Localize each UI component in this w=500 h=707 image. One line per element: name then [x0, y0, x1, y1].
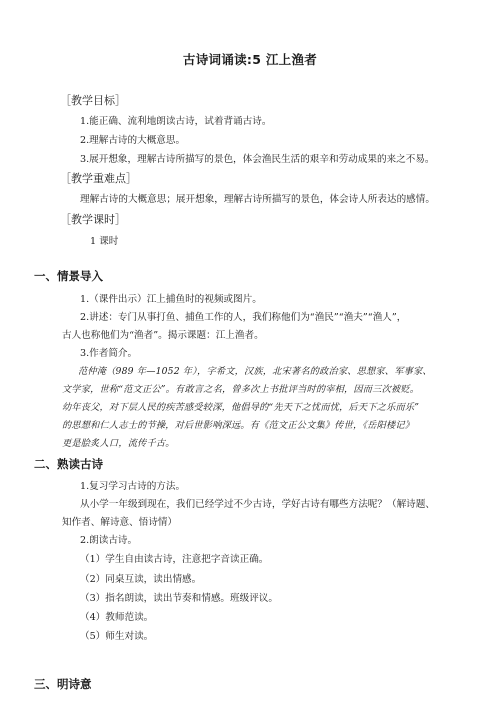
section-3-heading: 三、明诗意 [34, 677, 92, 691]
key-points-label: ［教学重难点］ [60, 172, 137, 185]
objectives-label: ［教学目标］ [60, 94, 126, 107]
author-bio-line-3: 幼年丧父，对下层人民的疾苦感受较深，他倡导的“先天下之忧而忧，后天下之乐而乐” [62, 402, 420, 413]
section-2-heading: 二、熟读古诗 [34, 457, 103, 471]
author-bio-line-2: 文学家，世称“范文正公”。有敢言之名，曾多次上书批评当时的宰相，因而三次被贬。 [62, 384, 420, 395]
key-points-text: 理解古诗的大概意思；展开想象，理解古诗所描写的景色，体会诗人所表达的感情。 [80, 194, 435, 205]
author-bio-line-5: 更是脍炙人口，流传千古。 [62, 438, 175, 449]
page-title: 古诗词诵读:5 江上渔者 [182, 52, 318, 67]
section-2-step-4: （4）教师范读。 [80, 612, 154, 623]
section-2-step-2: （2）同桌互读，读出情感。 [80, 574, 202, 585]
section-2-step-5: （5）师生对读。 [80, 631, 154, 642]
objective-item-3: 3.展开想象，理解古诗所描写的景色，体会渔民生活的艰辛和劳动成果的来之不易。 [80, 154, 435, 165]
section-1-p2b: 古人也称他们为“渔者”。揭示课题：江上渔者。 [62, 330, 264, 341]
objective-item-2: 2.理解古诗的大概意思。 [80, 135, 186, 146]
author-bio-line-1: 范仲淹（989 年—1052 年），字希文，汉族，北宋著名的政治家、思想家、军事家、 [78, 366, 432, 377]
hours-label: ［教学课时］ [60, 213, 126, 226]
section-2-p2: 2.朗读古诗。 [80, 535, 138, 546]
objective-item-1: 1.能正确、流利地朗读古诗，试着背诵古诗。 [80, 116, 272, 127]
section-2-step-1: （1）学生自由读古诗，注意把字音读正确。 [80, 554, 269, 565]
author-bio-line-4: 的思想和仁人志士的节操，对后世影响深远。有《范文正公文集》传世，《岳阳楼记》 [62, 420, 415, 431]
section-1-heading: 一、情景导入 [34, 269, 103, 283]
section-2-p1b: 知作者、解诗意、悟诗情） [62, 517, 178, 528]
section-2-p1a: 从小学一年级到现在，我们已经学过不少古诗，学好古诗有哪些方法呢？（解诗题、 [80, 499, 435, 510]
section-2-p1: 1.复习学习古诗的方法。 [80, 481, 186, 492]
section-1-p2a: 2.讲述：专门从事打鱼、捕鱼工作的人，我们称他们为“渔民”“渔夫”“渔人”， [80, 312, 407, 323]
section-2-step-3: （3）指名朗读，读出节奏和情感。班级评议。 [80, 593, 278, 604]
section-1-p1: 1.（课件出示）江上捕鱼时的视频或图片。 [80, 294, 262, 305]
section-1-p3: 3.作者简介。 [80, 348, 138, 359]
hours-text: 1 课时 [90, 236, 119, 247]
